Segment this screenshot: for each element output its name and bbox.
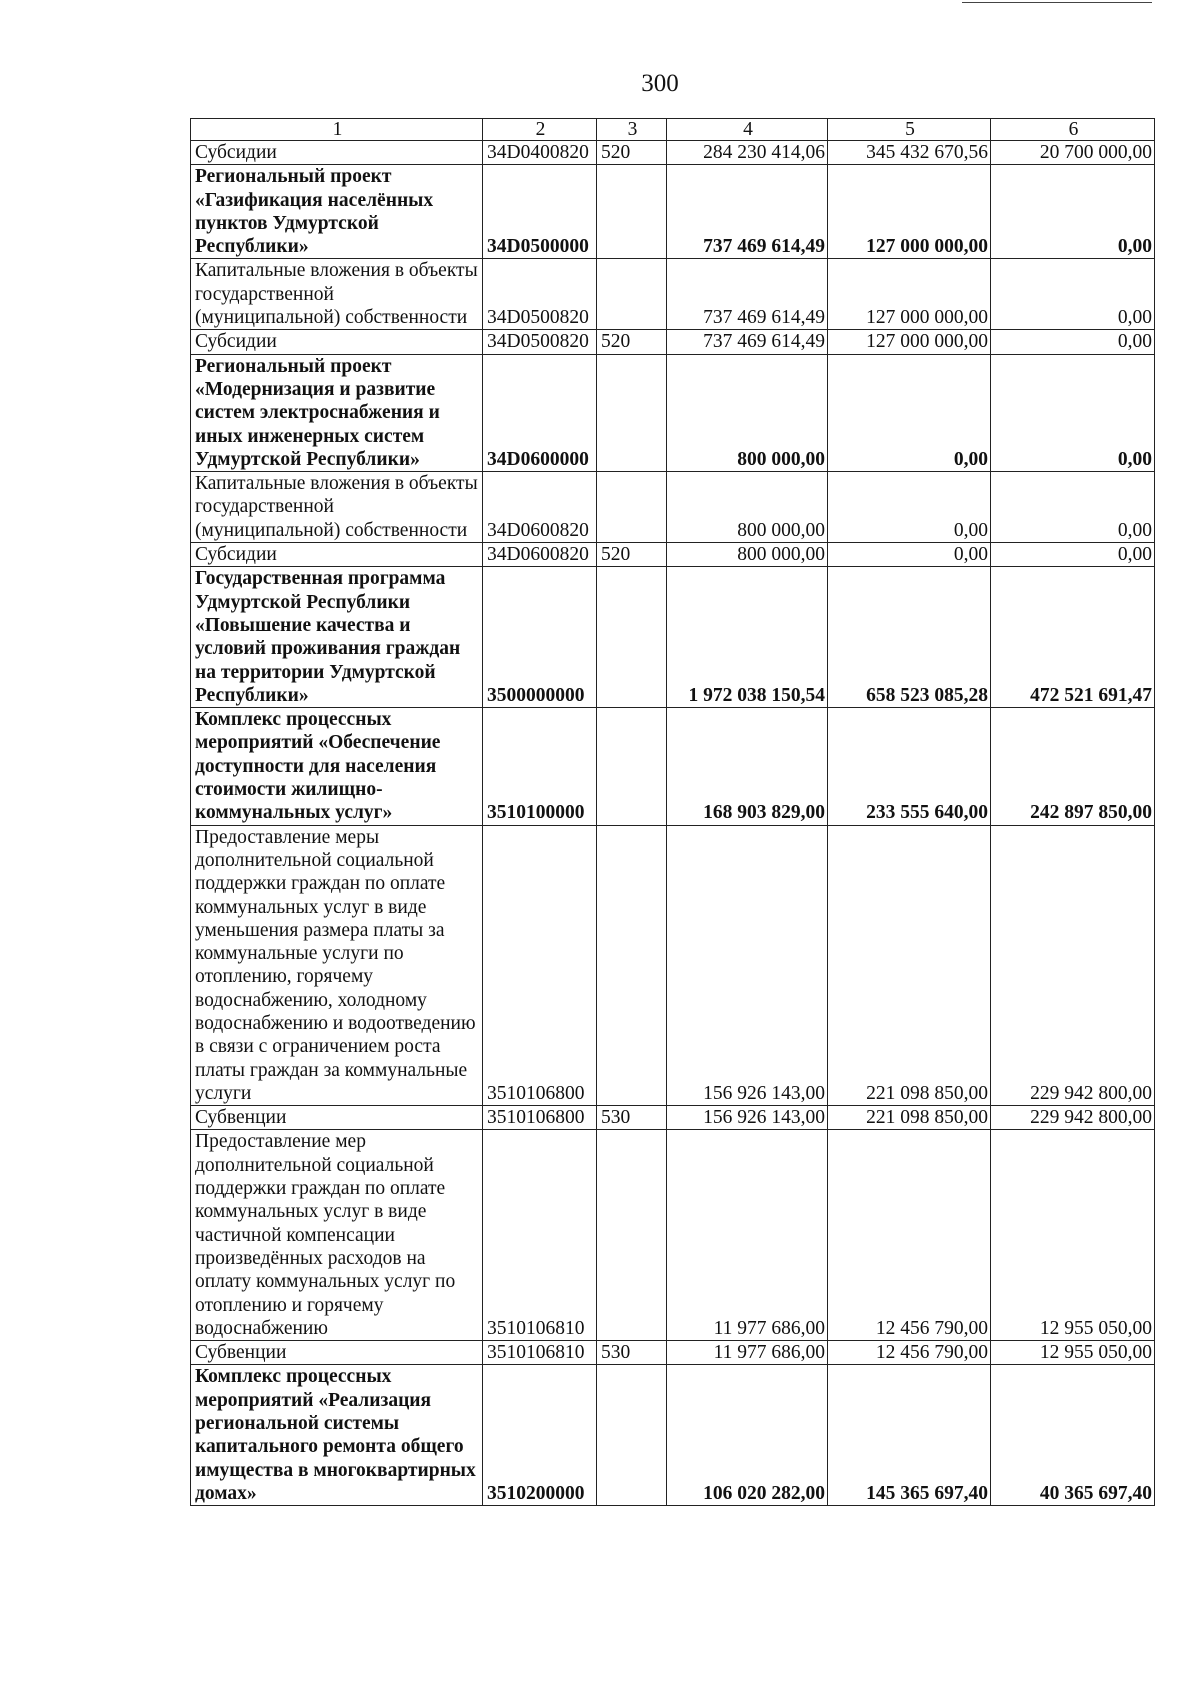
row-value-6-cell: 0,00 [991, 259, 1155, 330]
table-row [191, 354, 1155, 471]
row-code-cell: 34D0400820 [483, 141, 597, 165]
row-type-cell: 530 [597, 1106, 667, 1130]
row-code-cell: 3500000000 [483, 567, 597, 708]
row-type-cell: 530 [597, 1341, 667, 1365]
row-value-5-cell: 0,00 [828, 472, 991, 543]
row-code-cell: 34D0500820 [483, 330, 597, 354]
row-code-cell: 34D0600820 [483, 543, 597, 567]
table-row [191, 708, 1155, 825]
row-name-cell: Комплекс процессных мероприятий «Обеспечение доступности для населения стоимости жилищно-коммунальных услуг» [191, 708, 483, 825]
row-name-cell: Субсидии [191, 543, 483, 567]
row-value-6-cell: 0,00 [991, 543, 1155, 567]
row-type-cell [597, 1130, 667, 1341]
row-value-6-cell: 229 942 800,00 [991, 825, 1155, 1106]
row-type-cell [597, 354, 667, 471]
row-name-cell: Предоставление мер дополнительной социальной поддержки граждан по оплате коммунальных услуг в виде частичной компенсации произведённых расходов на оплату коммунальных услуг по отоплению и горячему водоснабжению [191, 1130, 483, 1341]
row-name-cell: Предоставление меры дополнительной социальной поддержки граждан по оплате коммунальных услуг в виде уменьшения размера платы за коммунальные услуги по отоплению, горячему водоснабжению, холодному водоснабжению и водоотведению в связи с ограничением роста платы граждан за коммунальные услуги [191, 825, 483, 1106]
row-value-6-cell: 229 942 800,00 [991, 1106, 1155, 1130]
row-value-5-cell: 221 098 850,00 [828, 825, 991, 1106]
row-code-cell: 3510100000 [483, 708, 597, 825]
row-code-cell: 34D0500000 [483, 165, 597, 259]
column-header: 3 [597, 119, 667, 141]
row-name-cell: Государственная программа Удмуртской Республики «Повышение качества и условий проживания граждан на территории Удмуртской Республики» [191, 567, 483, 708]
row-type-cell [597, 165, 667, 259]
table-row [191, 567, 1155, 708]
table-header-row [191, 119, 1155, 141]
table-row [191, 330, 1155, 354]
row-name-cell: Региональный проект «Газификация населённых пунктов Удмуртской Республики» [191, 165, 483, 259]
row-code-cell: 3510106810 [483, 1341, 597, 1365]
row-value-4-cell: 168 903 829,00 [667, 708, 828, 825]
row-type-cell [597, 567, 667, 708]
row-value-6-cell: 242 897 850,00 [991, 708, 1155, 825]
row-value-5-cell: 145 365 697,40 [828, 1365, 991, 1506]
row-type-cell: 520 [597, 543, 667, 567]
row-value-6-cell: 0,00 [991, 472, 1155, 543]
row-name-cell: Региональный проект «Модернизация и развитие систем электроснабжения и иных инженерных систем Удмуртской Республики» [191, 354, 483, 471]
budget-table [190, 118, 1155, 1506]
row-name-cell: Субсидии [191, 330, 483, 354]
row-value-5-cell: 221 098 850,00 [828, 1106, 991, 1130]
row-name-cell: Субсидии [191, 141, 483, 165]
row-value-5-cell: 658 523 085,28 [828, 567, 991, 708]
row-type-cell: 520 [597, 141, 667, 165]
column-header: 6 [991, 119, 1155, 141]
top-rule [962, 2, 1152, 3]
row-value-5-cell: 233 555 640,00 [828, 708, 991, 825]
row-name-cell: Капитальные вложения в объекты государственной (муниципальной) собственности [191, 259, 483, 330]
row-code-cell: 34D0600000 [483, 354, 597, 471]
row-name-cell: Субвенции [191, 1106, 483, 1130]
row-value-6-cell: 0,00 [991, 330, 1155, 354]
row-type-cell: 520 [597, 330, 667, 354]
row-value-4-cell: 11 977 686,00 [667, 1130, 828, 1341]
row-value-5-cell: 127 000 000,00 [828, 330, 991, 354]
row-value-4-cell: 1 972 038 150,54 [667, 567, 828, 708]
table-row [191, 1130, 1155, 1341]
row-value-5-cell: 0,00 [828, 543, 991, 567]
column-header: 2 [483, 119, 597, 141]
table-row [191, 1341, 1155, 1365]
row-value-6-cell: 12 955 050,00 [991, 1130, 1155, 1341]
row-value-6-cell: 472 521 691,47 [991, 567, 1155, 708]
row-value-4-cell: 800 000,00 [667, 354, 828, 471]
row-value-4-cell: 156 926 143,00 [667, 1106, 828, 1130]
table-row [191, 825, 1155, 1106]
row-value-5-cell: 12 456 790,00 [828, 1130, 991, 1341]
row-value-4-cell: 284 230 414,06 [667, 141, 828, 165]
row-code-cell: 3510106810 [483, 1130, 597, 1341]
row-value-4-cell: 106 020 282,00 [667, 1365, 828, 1506]
row-value-6-cell: 40 365 697,40 [991, 1365, 1155, 1506]
row-value-4-cell: 737 469 614,49 [667, 165, 828, 259]
row-value-5-cell: 0,00 [828, 354, 991, 471]
row-value-4-cell: 800 000,00 [667, 543, 828, 567]
row-value-5-cell: 12 456 790,00 [828, 1341, 991, 1365]
table-body [191, 141, 1155, 1506]
column-header: 4 [667, 119, 828, 141]
row-code-cell: 3510106800 [483, 825, 597, 1106]
row-value-4-cell: 737 469 614,49 [667, 259, 828, 330]
row-value-6-cell: 12 955 050,00 [991, 1341, 1155, 1365]
column-header: 5 [828, 119, 991, 141]
row-value-6-cell: 0,00 [991, 165, 1155, 259]
row-value-4-cell: 156 926 143,00 [667, 825, 828, 1106]
row-code-cell: 34D0500820 [483, 259, 597, 330]
row-type-cell [597, 825, 667, 1106]
row-value-6-cell: 20 700 000,00 [991, 141, 1155, 165]
row-name-cell: Капитальные вложения в объекты государственной (муниципальной) собственности [191, 472, 483, 543]
row-value-4-cell: 800 000,00 [667, 472, 828, 543]
table-row [191, 472, 1155, 543]
row-type-cell [597, 472, 667, 543]
row-value-5-cell: 127 000 000,00 [828, 165, 991, 259]
row-value-6-cell: 0,00 [991, 354, 1155, 471]
page-number: 300 [641, 70, 679, 97]
row-value-4-cell: 11 977 686,00 [667, 1341, 828, 1365]
table-row [191, 165, 1155, 259]
row-code-cell: 34D0600820 [483, 472, 597, 543]
table-row [191, 1365, 1155, 1506]
row-code-cell: 3510106800 [483, 1106, 597, 1130]
row-name-cell: Комплекс процессных мероприятий «Реализация региональной системы капитального ремонта общего имущества в многоквартирных домах» [191, 1365, 483, 1506]
row-value-5-cell: 127 000 000,00 [828, 259, 991, 330]
table-row [191, 141, 1155, 165]
column-header: 1 [191, 119, 483, 141]
table-row [191, 1106, 1155, 1130]
row-type-cell [597, 259, 667, 330]
row-value-5-cell: 345 432 670,56 [828, 141, 991, 165]
row-code-cell: 3510200000 [483, 1365, 597, 1506]
row-value-4-cell: 737 469 614,49 [667, 330, 828, 354]
row-type-cell [597, 1365, 667, 1506]
row-name-cell: Субвенции [191, 1341, 483, 1365]
table-row [191, 259, 1155, 330]
row-type-cell [597, 708, 667, 825]
table-row [191, 543, 1155, 567]
